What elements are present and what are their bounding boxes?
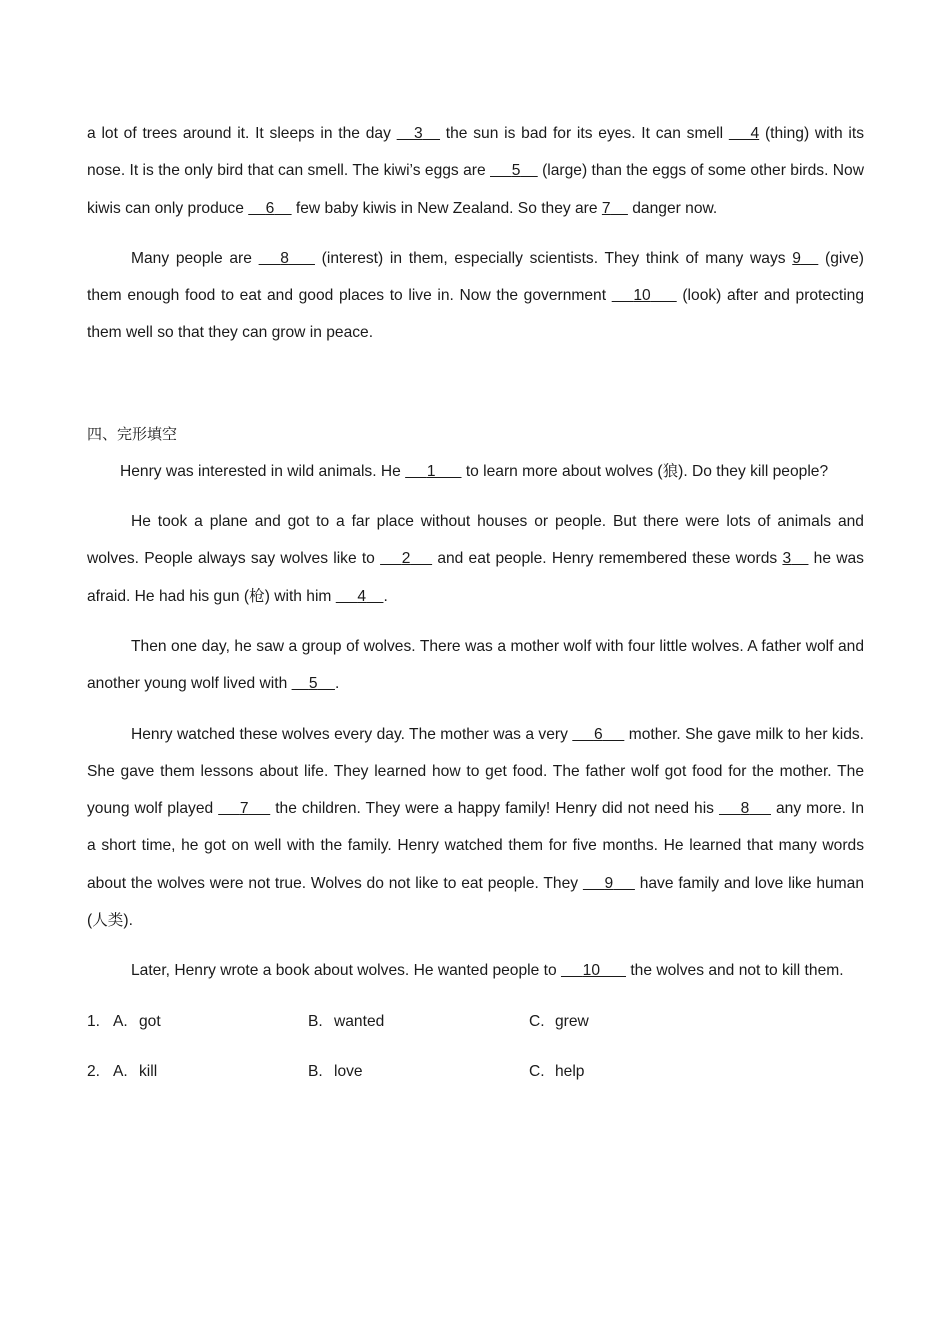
blank-2: 2 [401, 550, 411, 568]
text-segment: Henry was interested in wild animals. He [120, 462, 406, 480]
blank-3: 3 [413, 125, 423, 142]
text-segment: (give) them enough food to eat and good places to live in. Now the government [87, 249, 864, 305]
option-b: B. wanted [308, 1012, 385, 1030]
text-segment: the wolves and not to kill them. [626, 962, 844, 980]
text-segment: he was afraid. He had his gun (枪) with him [87, 550, 864, 605]
question-number: 2. [87, 1062, 101, 1080]
option-b: B. love [308, 1062, 363, 1080]
question-number: 1. [87, 1012, 101, 1030]
text-segment: to learn more about wolves (狼). Do they kill people? [461, 462, 829, 480]
text-segment: and eat people. Henry remembered these words [432, 550, 783, 568]
text-segment: (thing) with its nose. It is the only bird that can smell. The kiwi’s eggs are [87, 125, 864, 180]
blank-7: 7 [601, 199, 611, 217]
question-row [87, 1053, 864, 1103]
text-segment: the children. They were a happy family! Henry did not need his [270, 800, 719, 818]
section4-paragraph-4 [87, 716, 864, 940]
blank-6: 6 [593, 725, 603, 743]
text-segment: Later, Henry wrote a book about wolves. He wanted people to [131, 962, 561, 980]
text-segment: Many people are [131, 249, 259, 267]
text-segment: mother. She gave milk to her kids. She gave them lessons about life. They learned how to get food. The father wolf got food for the mother. The young wolf played [87, 725, 864, 818]
text-segment: Henry watched these wolves every day. The mother was a very [131, 725, 573, 743]
text-segment: (look) after and protecting them well so that they can grow in peace. [87, 287, 865, 342]
text-segment: . [334, 675, 340, 693]
text-segment: the sun is bad for its eyes. It can smell [440, 125, 729, 142]
section-heading: 四、完形填空 [87, 424, 178, 443]
blank-1: 1 [426, 462, 436, 480]
blank-9: 9 [792, 249, 801, 267]
text-segment: Then one day, he saw a group of wolves. There was a mother wolf with four little wolves. A father wolf and another young wolf lived with [87, 637, 864, 693]
document-page [87, 115, 864, 1103]
question-options [87, 1003, 864, 1103]
text-segment: few baby kiwis in New Zealand. So they are [291, 199, 602, 217]
blank-5: 5 [511, 162, 521, 180]
blank-7: 7 [239, 800, 249, 818]
passage3-paragraph-1 [87, 115, 864, 227]
section4-paragraph-1 [87, 453, 864, 490]
blank-3: 3 [782, 550, 792, 568]
blank-10: 10 [582, 962, 600, 980]
option-c: C. grew [529, 1012, 589, 1030]
blank-8: 8 [280, 249, 289, 267]
text-segment: (large) than the eggs of some other birds. Now kiwis can only produce [87, 162, 864, 217]
text-segment: He took a plane and got to a far place without houses or people. But there were lots of animals and wolves. People always say wolves like to [87, 513, 864, 568]
blank-5: 5 [308, 675, 318, 693]
text-segment: a lot of trees around it. It sleeps in the day [87, 125, 397, 142]
blank-8: 8 [740, 800, 750, 818]
passage3-paragraph-2 [87, 240, 864, 352]
text-segment: have family and love like human (人类). [87, 874, 865, 930]
blank-10: 10 [633, 287, 651, 305]
section4-paragraph-2 [87, 503, 864, 615]
option-a: A. got [113, 1012, 161, 1030]
option-a: A. kill [113, 1062, 158, 1080]
section4-paragraph-5 [87, 952, 864, 989]
text-segment: . [383, 587, 388, 605]
text-segment: (interest) in them, especially scientists. They think of many ways [314, 249, 793, 267]
question-row [87, 1003, 864, 1053]
blank-4: 4 [357, 587, 367, 605]
blank-6: 6 [265, 199, 275, 217]
option-c: C. help [529, 1062, 585, 1080]
section4-paragraph-3 [87, 628, 864, 703]
text-segment: danger now. [627, 199, 718, 217]
blank-9: 9 [604, 874, 614, 892]
blank-4: 4 [750, 125, 760, 142]
text-segment: any more. In a short time, he got on well with the family. Henry watched them for five months. He learned that many words about the wolves were not true. Wolves do not like to eat people. They [87, 800, 865, 892]
